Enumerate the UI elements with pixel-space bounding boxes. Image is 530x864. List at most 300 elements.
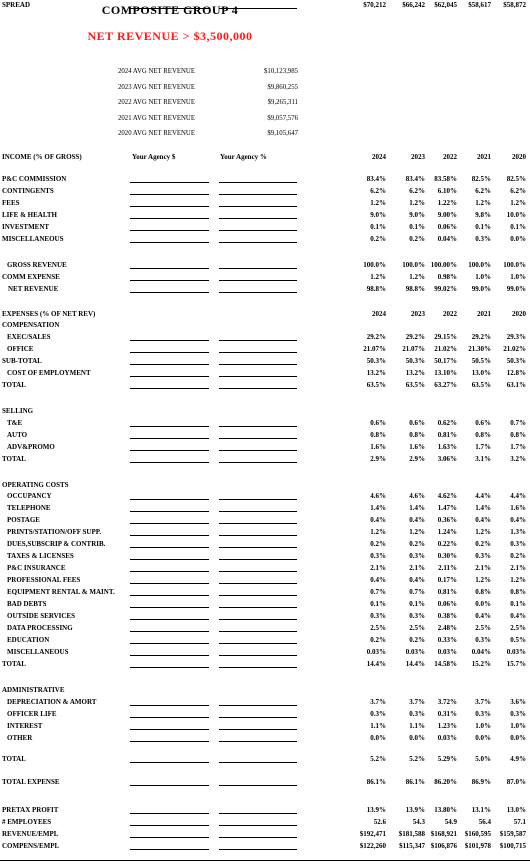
agency-percent-field[interactable] (219, 583, 297, 584)
value-cell: 13.10% (434, 369, 457, 377)
value-cell: 1.0% (475, 722, 491, 730)
value-cell: 1.2% (370, 273, 386, 281)
value-cell: 82.5% (471, 175, 491, 183)
value-cell: 0.7% (370, 588, 386, 596)
value-cell: 2.5% (510, 624, 526, 632)
table-row (0, 406, 530, 416)
value-cell: 0.3% (409, 552, 425, 560)
agency-dollar-field[interactable] (130, 717, 209, 718)
value-cell: 2021 (477, 310, 491, 318)
row-label: TOTAL EXPENSE (2, 778, 60, 786)
agency-dollar-field[interactable] (130, 619, 209, 620)
table-row (0, 0, 530, 10)
agency-percent-field[interactable] (219, 813, 297, 814)
value-cell: 50.3% (405, 357, 425, 365)
table-row (0, 418, 530, 428)
table-row (0, 503, 530, 513)
agency-dollar-field[interactable] (130, 523, 209, 524)
agency-dollar-field[interactable] (130, 607, 209, 608)
agency-percent-field[interactable] (219, 729, 297, 730)
row-label: REVENUE/EMPL (2, 830, 59, 838)
value-cell: 98.8% (366, 285, 386, 293)
agency-percent-field[interactable] (219, 426, 297, 427)
table-row (0, 272, 530, 282)
row-label: SUB-TOTAL (2, 357, 42, 365)
value-cell: 63.5% (471, 381, 491, 389)
agency-percent-field[interactable] (219, 388, 297, 389)
agency-dollar-field[interactable] (130, 268, 209, 269)
value-cell: $106,876 (430, 842, 457, 850)
value-cell: 0.1% (370, 223, 386, 231)
agency-dollar-field[interactable] (130, 583, 209, 584)
agency-dollar-field[interactable] (130, 741, 209, 742)
table-row (0, 599, 530, 609)
value-cell: 2022 (443, 153, 457, 161)
table-row (0, 563, 530, 573)
agency-dollar-field[interactable] (130, 388, 209, 389)
agency-percent-field[interactable] (219, 352, 297, 353)
agency-percent-field[interactable] (219, 292, 297, 293)
agency-percent-field[interactable] (219, 8, 297, 9)
value-cell: 0.3% (370, 710, 386, 718)
value-cell: 3.7% (370, 698, 386, 706)
value-cell: 0.0% (510, 734, 526, 742)
value-cell: 0.22% (437, 540, 457, 548)
value-cell: 0.2% (409, 636, 425, 644)
avg-value: $9,860,255 (267, 83, 298, 91)
value-cell: 0.4% (510, 612, 526, 620)
row-label: OUTSIDE SERVICES (7, 612, 76, 620)
row-label: TAXES & LICENSES (7, 552, 74, 560)
agency-dollar-field[interactable] (130, 499, 209, 500)
agency-percent-field[interactable] (219, 655, 297, 656)
value-cell: 0.03% (405, 648, 425, 656)
value-cell: 4.6% (409, 492, 425, 500)
row-label: P&C INSURANCE (7, 564, 66, 572)
row-label: PROFESSIONAL FEES (7, 576, 81, 584)
value-cell: 1.6% (409, 443, 425, 451)
agency-dollar-field[interactable] (130, 559, 209, 560)
table-row (0, 733, 530, 743)
agency-dollar-field[interactable] (130, 462, 209, 463)
agency-percent-field[interactable] (219, 511, 297, 512)
table-row (0, 442, 530, 452)
value-cell: 100.0% (503, 261, 526, 269)
table-row (0, 721, 530, 731)
agency-percent-field[interactable] (219, 535, 297, 536)
value-cell: 0.8% (510, 588, 526, 596)
table-row (0, 817, 530, 827)
value-cell: 0.2% (409, 540, 425, 548)
value-cell: 13.1% (471, 806, 491, 814)
agency-dollar-field[interactable] (130, 571, 209, 572)
agency-percent-field[interactable] (219, 376, 297, 377)
value-cell: $70,212 (363, 1, 386, 9)
row-label: BAD DEBTS (7, 600, 47, 608)
value-cell: 1.0% (475, 273, 491, 281)
agency-percent-field[interactable] (219, 499, 297, 500)
agency-percent-field[interactable] (219, 825, 297, 826)
agency-dollar-field[interactable] (130, 547, 209, 548)
value-cell: 0.0% (409, 734, 425, 742)
value-cell: 0.8% (370, 431, 386, 439)
value-cell: 0.3% (409, 612, 425, 620)
value-cell: 0.2% (510, 552, 526, 560)
agency-percent-field[interactable] (219, 523, 297, 524)
value-cell: 2.1% (475, 564, 491, 572)
agency-percent-field[interactable] (219, 837, 297, 838)
row-label: DUES,SUBSCRIP & CONTRIB. (7, 540, 106, 548)
avg-label: 2021 AVG NET REVENUE (118, 114, 195, 122)
value-cell: 0.2% (475, 540, 491, 548)
table-row (0, 380, 530, 390)
agency-dollar-field[interactable] (130, 206, 209, 207)
agency-percent-field[interactable] (219, 268, 297, 269)
agency-dollar-field[interactable] (130, 218, 209, 219)
value-cell: 9.8% (475, 211, 491, 219)
table-row (0, 152, 530, 162)
value-cell: 4.6% (370, 492, 386, 500)
value-cell: 86.9% (471, 778, 491, 786)
value-cell: 0.2% (370, 540, 386, 548)
agency-dollar-header: Your Agency $ (132, 153, 176, 161)
avg-label: 2023 AVG NET REVENUE (118, 83, 195, 91)
row-label: PRETAX PROFIT (2, 806, 59, 814)
agency-dollar-field[interactable] (130, 595, 209, 596)
agency-dollar-field[interactable] (130, 655, 209, 656)
agency-percent-field[interactable] (219, 595, 297, 596)
agency-percent-field[interactable] (219, 631, 297, 632)
value-cell: 0.98% (437, 273, 457, 281)
value-cell: 4.4% (475, 492, 491, 500)
value-cell: $192,471 (359, 830, 386, 838)
value-cell: $181,588 (398, 830, 425, 838)
value-cell: $100,715 (499, 842, 526, 850)
avg-value: $10,123,985 (264, 68, 298, 76)
agency-dollar-field[interactable] (130, 511, 209, 512)
value-cell: 0.3% (370, 612, 386, 620)
row-label: ADMINISTRATIVE (2, 686, 65, 694)
table-row (0, 551, 530, 561)
value-cell: 1.63% (437, 443, 457, 451)
value-cell: 1.1% (370, 722, 386, 730)
bottom-divider (0, 860, 530, 861)
value-cell: 2020 (512, 153, 526, 161)
value-cell: 13.0% (506, 806, 526, 814)
value-cell: 1.0% (510, 722, 526, 730)
value-cell: 100.00% (430, 261, 457, 269)
value-cell: 0.7% (510, 419, 526, 427)
agency-percent-field[interactable] (219, 462, 297, 463)
row-label: EXEC/SALES (7, 333, 51, 341)
value-cell: 100.0% (402, 261, 425, 269)
agency-percent-field[interactable] (219, 717, 297, 718)
value-cell: 100.0% (468, 261, 491, 269)
row-label: EXPENSES (% OF NET REV) (2, 310, 96, 318)
value-cell: 0.5% (510, 636, 526, 644)
value-cell: 1.0% (510, 273, 526, 281)
value-cell: 3.2% (510, 455, 526, 463)
value-cell: 0.62% (437, 419, 457, 427)
agency-percent-field[interactable] (219, 230, 297, 231)
value-cell: 6.10% (437, 187, 457, 195)
agency-percent-field[interactable] (219, 242, 297, 243)
value-cell: 0.6% (409, 419, 425, 427)
value-cell: 2020 (512, 310, 526, 318)
agency-dollar-field[interactable] (130, 182, 209, 183)
agency-dollar-field[interactable] (130, 729, 209, 730)
agency-dollar-field[interactable] (130, 280, 209, 281)
value-cell: 1.6% (510, 504, 526, 512)
agency-percent-field[interactable] (219, 643, 297, 644)
row-label: DATA PROCESSING (7, 624, 73, 632)
value-cell: 57.1 (513, 818, 526, 826)
value-cell: 50.3% (506, 357, 526, 365)
value-cell: 0.04% (471, 648, 491, 656)
agency-percent-field[interactable] (219, 206, 297, 207)
agency-dollar-field[interactable] (130, 825, 209, 826)
value-cell: 63.1% (506, 381, 526, 389)
value-cell: 21.30% (468, 345, 491, 353)
value-cell: 50.17% (434, 357, 457, 365)
value-cell: 0.8% (409, 431, 425, 439)
value-cell: 0.6% (475, 419, 491, 427)
value-cell: 0.2% (409, 235, 425, 243)
agency-percent-field[interactable] (219, 619, 297, 620)
agency-percent-field[interactable] (219, 194, 297, 195)
table-row (0, 186, 530, 196)
table-row (0, 260, 530, 270)
value-cell: 1.2% (510, 576, 526, 584)
agency-dollar-field[interactable] (130, 194, 209, 195)
agency-dollar-field[interactable] (130, 292, 209, 293)
value-cell: 15.2% (471, 660, 491, 668)
agency-percent-field[interactable] (219, 364, 297, 365)
agency-percent-field[interactable] (219, 547, 297, 548)
value-cell: 4.9% (510, 755, 526, 763)
value-cell: 29.2% (471, 333, 491, 341)
row-label: ADV&PROMO (7, 443, 55, 451)
value-cell: 0.8% (475, 588, 491, 596)
agency-percent-field[interactable] (219, 667, 297, 668)
table-row (0, 515, 530, 525)
row-label: TOTAL (2, 660, 26, 668)
value-cell: 1.2% (510, 199, 526, 207)
value-cell: 87.0% (506, 778, 526, 786)
value-cell: 9.00% (437, 211, 457, 219)
value-cell: 2024 (372, 310, 386, 318)
value-cell: 6.2% (510, 187, 526, 195)
value-cell: 13.9% (405, 806, 425, 814)
value-cell: 13.2% (405, 369, 425, 377)
value-cell: 0.6% (370, 419, 386, 427)
value-cell: 63.27% (434, 381, 457, 389)
agency-percent-field[interactable] (219, 280, 297, 281)
value-cell: 1.7% (475, 443, 491, 451)
avg-value: $9,057,576 (267, 114, 298, 122)
row-label: EQUIPMENT RENTAL & MAINT. (7, 588, 115, 596)
agency-percent-field[interactable] (219, 218, 297, 219)
value-cell: 0.03% (506, 648, 526, 656)
row-label: MISCELLANEOUS (2, 235, 64, 243)
agency-dollar-field[interactable] (130, 376, 209, 377)
value-cell: 0.1% (409, 223, 425, 231)
value-cell: 0.1% (475, 223, 491, 231)
row-label: FEES (2, 199, 20, 207)
agency-dollar-field[interactable] (130, 762, 209, 763)
agency-dollar-field[interactable] (130, 535, 209, 536)
row-label: AUTO (7, 431, 28, 439)
value-cell: 82.5% (506, 175, 526, 183)
agency-dollar-field[interactable] (130, 8, 209, 9)
value-cell: 0.81% (437, 588, 457, 596)
row-label: # EMPLOYEES (2, 818, 52, 826)
value-cell: 13.0% (471, 369, 491, 377)
value-cell: 0.1% (370, 600, 386, 608)
value-cell: 0.30% (437, 552, 457, 560)
value-cell: 99.0% (471, 285, 491, 293)
table-row (0, 174, 530, 184)
value-cell: $66,242 (402, 1, 425, 9)
agency-dollar-field[interactable] (130, 631, 209, 632)
table-row (0, 697, 530, 707)
agency-percent-field[interactable] (219, 340, 297, 341)
avg-label: 2024 AVG NET REVENUE (118, 68, 195, 76)
value-cell: $122,260 (359, 842, 386, 850)
value-cell: 0.03% (437, 734, 457, 742)
agency-percent-field[interactable] (219, 762, 297, 763)
value-cell: 100.0% (363, 261, 386, 269)
value-cell: 2022 (443, 310, 457, 318)
value-cell: 0.4% (475, 516, 491, 524)
agency-percent-field[interactable] (219, 705, 297, 706)
agency-percent-field[interactable] (219, 450, 297, 451)
agency-dollar-field[interactable] (130, 364, 209, 365)
table-row (0, 344, 530, 354)
row-label: OTHER (7, 734, 33, 742)
value-cell: 0.03% (366, 648, 386, 656)
value-cell: 1.2% (409, 199, 425, 207)
agency-percent-field[interactable] (219, 741, 297, 742)
agency-percent-field[interactable] (219, 182, 297, 183)
value-cell: 0.3% (510, 710, 526, 718)
table-row (0, 685, 530, 695)
value-cell: 54.9 (444, 818, 457, 826)
value-cell: $101,978 (464, 842, 491, 850)
row-label: GROSS REVENUE (7, 261, 67, 269)
value-cell: 0.06% (437, 223, 457, 231)
agency-percent-field[interactable] (219, 438, 297, 439)
agency-percent-field[interactable] (219, 785, 297, 786)
value-cell: 29.2% (366, 333, 386, 341)
agency-percent-field[interactable] (219, 559, 297, 560)
value-cell: 9.0% (409, 211, 425, 219)
value-cell: 13.2% (366, 369, 386, 377)
value-cell: 0.3% (370, 552, 386, 560)
value-cell: 2.48% (437, 624, 457, 632)
value-cell: 21.02% (434, 345, 457, 353)
agency-dollar-field[interactable] (130, 837, 209, 838)
agency-dollar-field[interactable] (130, 242, 209, 243)
row-label: INCOME (% OF GROSS) (2, 153, 82, 161)
row-label: TELEPHONE (7, 504, 51, 512)
value-cell: 2.5% (370, 624, 386, 632)
avg-label: 2022 AVG NET REVENUE (118, 99, 195, 107)
value-cell: 2024 (372, 153, 386, 161)
agency-dollar-field[interactable] (130, 352, 209, 353)
value-cell: 13.9% (366, 806, 386, 814)
value-cell: 0.3% (510, 540, 526, 548)
agency-dollar-field[interactable] (130, 230, 209, 231)
table-row (0, 623, 530, 633)
value-cell: 86.1% (405, 778, 425, 786)
agency-percent-field[interactable] (219, 607, 297, 608)
agency-dollar-field[interactable] (130, 785, 209, 786)
table-row (0, 480, 530, 490)
table-row (0, 647, 530, 657)
value-cell: 63.5% (405, 381, 425, 389)
value-cell: 0.17% (437, 576, 457, 584)
agency-dollar-field[interactable] (130, 340, 209, 341)
table-row (0, 454, 530, 464)
value-cell: 6.2% (409, 187, 425, 195)
value-cell: 0.0% (510, 235, 526, 243)
agency-dollar-field[interactable] (130, 705, 209, 706)
agency-dollar-field[interactable] (130, 438, 209, 439)
agency-dollar-field[interactable] (130, 450, 209, 451)
value-cell: 0.4% (409, 516, 425, 524)
value-cell: 2.1% (510, 564, 526, 572)
value-cell: 0.4% (475, 612, 491, 620)
value-cell: $62,045 (434, 1, 457, 9)
avg-value: $9,105,647 (267, 130, 298, 138)
value-cell: 0.1% (510, 600, 526, 608)
value-cell: 50.5% (471, 357, 491, 365)
row-label: OPERATING COSTS (2, 481, 69, 489)
value-cell: 1.2% (475, 199, 491, 207)
value-cell: 1.2% (409, 273, 425, 281)
value-cell: 0.1% (409, 600, 425, 608)
value-cell: 1.4% (409, 504, 425, 512)
value-cell: 83.4% (405, 175, 425, 183)
table-row (0, 539, 530, 549)
agency-percent-field[interactable] (219, 571, 297, 572)
agency-dollar-field[interactable] (130, 667, 209, 668)
value-cell: 86.20% (434, 778, 457, 786)
value-cell: 0.4% (409, 576, 425, 584)
agency-dollar-field[interactable] (130, 849, 209, 850)
agency-dollar-field[interactable] (130, 813, 209, 814)
table-row (0, 222, 530, 232)
value-cell: 1.23% (437, 722, 457, 730)
value-cell: 5.2% (409, 755, 425, 763)
agency-dollar-field[interactable] (130, 643, 209, 644)
value-cell: 2.11% (438, 564, 457, 572)
value-cell: 2.5% (475, 624, 491, 632)
value-cell: 14.58% (434, 660, 457, 668)
value-cell: 0.4% (370, 576, 386, 584)
value-cell: 0.8% (475, 431, 491, 439)
value-cell: 0.1% (510, 223, 526, 231)
value-cell: 4.4% (510, 492, 526, 500)
value-cell: 29.2% (405, 333, 425, 341)
agency-dollar-field[interactable] (130, 426, 209, 427)
value-cell: 56.4 (478, 818, 491, 826)
agency-percent-field[interactable] (219, 849, 297, 850)
value-cell: 14.4% (405, 660, 425, 668)
row-label: OFFICE (7, 345, 34, 353)
value-cell: 0.0% (475, 600, 491, 608)
